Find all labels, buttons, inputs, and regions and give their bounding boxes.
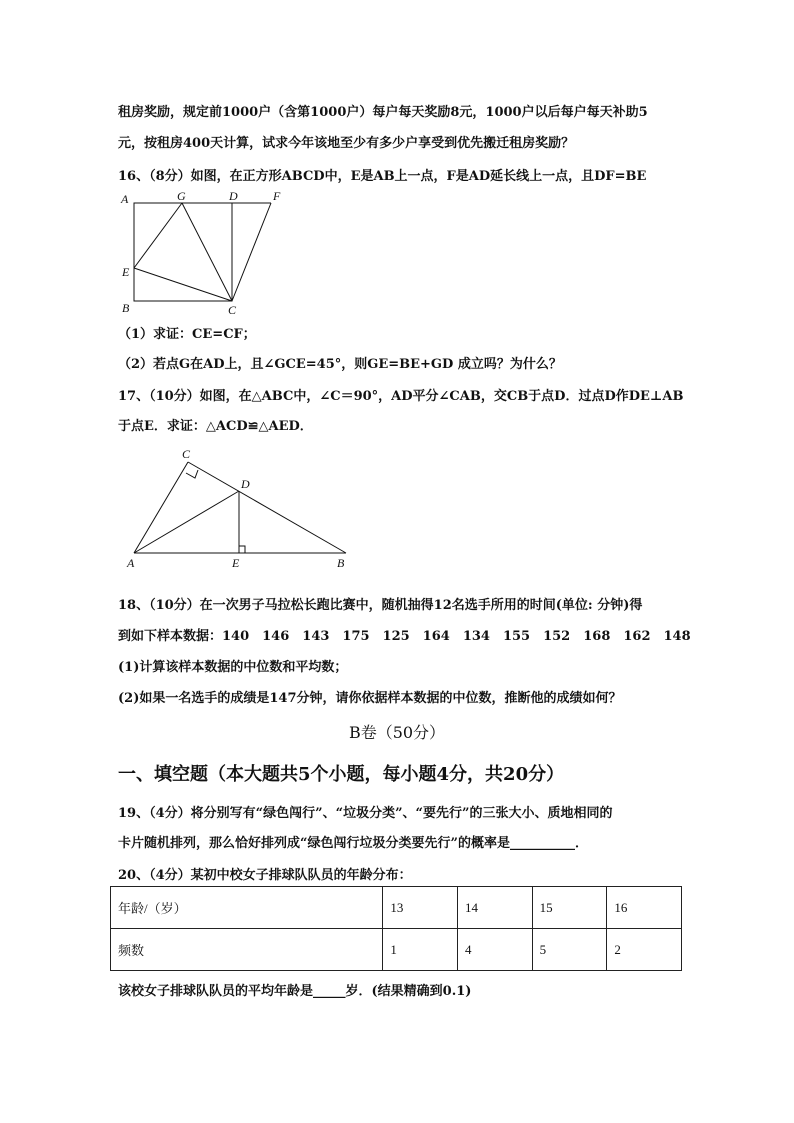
label-d: D <box>229 189 238 203</box>
label-f: F <box>273 189 281 203</box>
table-cell: 15 <box>532 887 607 929</box>
table-cell: 16 <box>607 887 682 929</box>
text-line: 元，按租房400天计算，试求今年该地至少有多少户享受到优先搬迁租房奖励？ <box>118 136 575 151</box>
segment-ac <box>134 462 188 553</box>
question-19: 19、（4分）将分别写有“绿色闯行”、“垃圾分类”、“要先行”的三张大小、质地相同的 <box>118 806 613 821</box>
table-cell: 频数 <box>111 929 383 971</box>
label-a: A <box>127 556 135 570</box>
question-18-part-1: (1)计算该样本数据的中位数和平均数； <box>118 660 348 675</box>
right-angle-mark-c <box>186 470 198 478</box>
part-1-heading: 一、填空题（本大题共5个小题，每小题4分，共20分） <box>118 764 565 785</box>
question-16: 16、（8分）如图，在正方形ABCD中，E是AB上一点，F是AD延长线上一点，且DF=BE <box>118 169 647 184</box>
label-d: D <box>241 477 250 491</box>
table-cell: 1 <box>383 929 458 971</box>
table-cell: 14 <box>458 887 533 929</box>
segment-cf <box>232 203 271 301</box>
label-g: G <box>177 189 186 203</box>
question-18-data: 到如下样本数据：140 146 143 175 125 164 134 155 152 168 162 148 <box>118 629 691 644</box>
label-a: A <box>121 192 129 206</box>
table-row <box>111 929 682 971</box>
question-20: 20、（4分）某初中校女子排球队队员的年龄分布： <box>118 868 412 883</box>
question-16-part-1: （1）求证：CE=CF； <box>118 327 256 342</box>
label-c: C <box>228 303 237 317</box>
table-row <box>111 887 682 929</box>
label-b: B <box>337 556 345 570</box>
question-20-answer-line: 该校女子排球队队员的平均年龄是_____岁．(结果精确到0.1) <box>118 984 472 999</box>
square-abcd <box>134 203 232 301</box>
table-cell: 13 <box>383 887 458 929</box>
question-19-cont: 卡片随机排列，那么恰好排列成“绿色闯行垃圾分类要先行”的概率是__________． <box>118 836 588 851</box>
question-16-part-2: （2）若点G在AD上，且∠GCE=45°，则GE=BE+GD 成立吗？为什么？ <box>118 357 562 372</box>
figure-16 <box>118 188 293 323</box>
table-cell: 2 <box>607 929 682 971</box>
label-e: E <box>122 265 130 279</box>
question-17-cont: 于点E．求证：△ACD≌△AED． <box>118 419 313 434</box>
question-18-part-2: (2)如果一名选手的成绩是147分钟，请你依据样本数据的中位数，推断他的成绩如何？ <box>118 691 622 706</box>
segment-ge <box>134 203 182 268</box>
table-cell: 4 <box>458 929 533 971</box>
table-cell: 5 <box>532 929 607 971</box>
figure-17 <box>118 440 358 572</box>
label-c: C <box>182 447 191 461</box>
text-line: 租房奖励，规定前1000户（含第1000户）每户每天奖励8元，1000户以后每户每天补助5 <box>118 105 648 120</box>
question-18: 18、（10分）在一次男子马拉松长跑比赛中，随机抽得12名选手所用的时间(单位: 分钟)得 <box>118 598 643 613</box>
label-b: B <box>122 301 130 315</box>
segment-ad <box>134 491 239 553</box>
label-e: E <box>232 556 240 570</box>
right-angle-mark-e <box>239 546 245 553</box>
table-cell: 年龄/（岁） <box>111 887 383 929</box>
question-17: 17、（10分）如图，在△ABC中，∠C＝90°，AD平分∠CAB，交CB于点D．过点D作DE⊥AB <box>118 389 684 404</box>
age-distribution-table <box>110 886 682 971</box>
section-b-title: B卷（50分） <box>348 723 446 742</box>
